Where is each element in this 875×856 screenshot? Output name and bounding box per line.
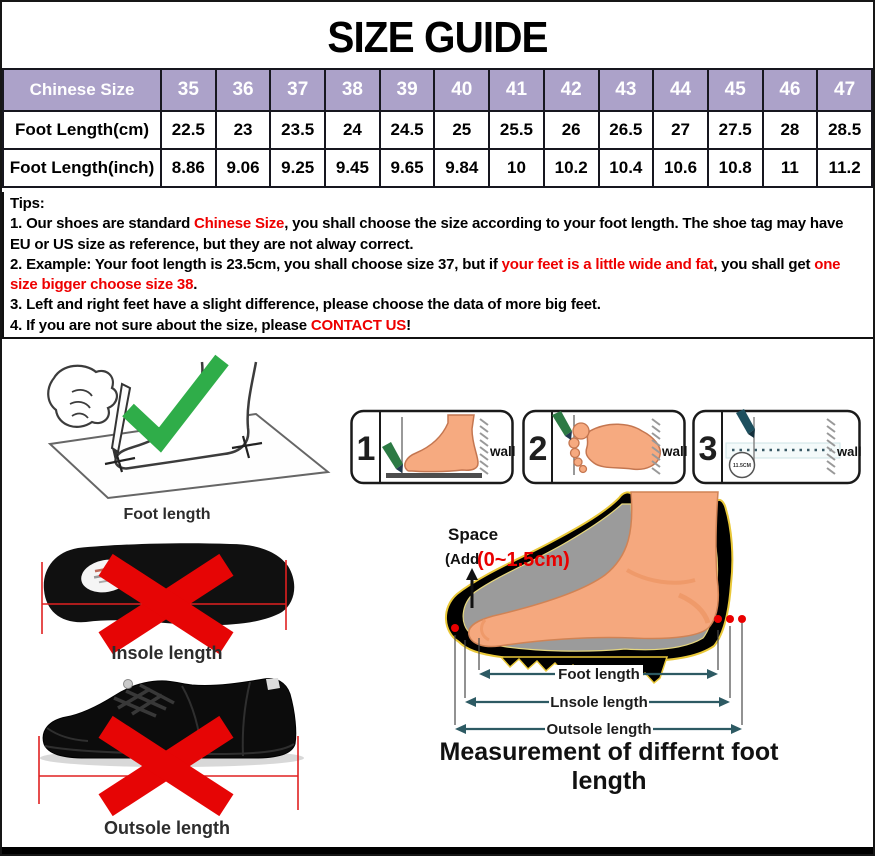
insole-illustration [20,518,320,658]
tip-line [10,316,875,336]
value-cell: 22.5 [161,111,216,149]
tips-lines [10,194,875,336]
panel-1 [352,411,516,483]
foot-length-caption: Foot length [123,506,211,523]
value-cell: 24.5 [380,111,435,149]
measurement-title: Measurement of differnt foot length [439,738,779,795]
lace-lock [124,680,133,689]
tip-line [10,214,875,234]
wall-label: wall [837,444,862,459]
size-header-cell: 38 [325,69,380,111]
value-cell: 10 [489,149,544,187]
insole-length-arrow [465,693,730,711]
tip-highlight-text: Chinese Size [194,215,285,233]
size-header-cell: 35 [161,69,216,111]
value-cell: 25 [434,111,489,149]
ruler-label: 11.5CM [733,463,751,469]
shoe-illustration [14,662,324,818]
panel-3 [694,409,862,483]
panel-number: 3 [698,430,718,468]
table-row [3,149,872,187]
tip-text: , you shall choose the size according to your foot length. The shoe tag may have [284,215,844,233]
size-header-cell: 43 [599,69,654,111]
row-label-cell: Foot Length(cm) [3,111,161,149]
size-table-body [3,111,872,187]
value-cell: 10.4 [599,149,654,187]
add-range-label: (0~1.5cm) [477,549,570,571]
value-cell: 28 [763,111,818,149]
wall-label: wall [490,444,516,459]
foot-tracing-illustration [10,348,340,508]
shoe-silhouette [43,679,296,758]
size-header-cell: 42 [544,69,599,111]
tip-highlight-text: your feet is a little wide and fat [501,255,714,273]
value-cell: 28.5 [817,111,872,149]
tip-text: 3. Left and right feet have a slight difference, please choose the data of more big feet. [10,296,601,314]
svg-text:Foot length: Foot length [558,666,640,683]
value-cell: 9.45 [325,149,380,187]
tip-line [10,235,875,255]
value-cell: 10.2 [544,149,599,187]
panel-2 [524,411,688,483]
tip-text: , you shall get [713,255,815,273]
tip-highlight-text: one [814,255,841,273]
value-cell: 11.2 [817,149,872,187]
table-header-row [3,69,872,111]
tip-highlight-text: size bigger choose size 38 [10,276,194,294]
size-header-cell: 40 [434,69,489,111]
add-label: (Add [445,551,480,568]
row-label-cell: Foot Length(inch) [3,149,161,187]
value-cell: 27.5 [708,111,763,149]
outsole-length-caption: Outsole length [104,818,230,838]
ground-bar [386,473,482,478]
space-label: Space [448,525,499,544]
insole-length-caption: Insole length [111,643,223,663]
value-cell: 9.06 [216,149,271,187]
wall-label: wall [662,444,688,459]
tip-text: 4. If you are not sure about the size, please [10,316,311,334]
tip-text: ! [406,316,411,334]
size-header-cell: 45 [708,69,763,111]
panel-number: 1 [356,430,376,468]
foot-measurement-diagram [427,480,875,742]
value-cell: 8.86 [161,149,216,187]
tip-text: Tips: [10,195,45,212]
value-cell: 11 [763,149,818,187]
size-header-cell: 36 [216,69,271,111]
value-cell: 23 [216,111,271,149]
header-label-cell: Chinese Size [3,69,161,111]
measure-step-panels [346,407,870,489]
value-cell: 10.6 [653,149,708,187]
tip-line [10,275,875,295]
value-cell: 25.5 [489,111,544,149]
page-title: SIZE GUIDE [327,13,548,62]
svg-text:Lnsole length: Lnsole length [550,694,648,711]
value-cell: 27 [653,111,708,149]
size-header-cell: 44 [653,69,708,111]
value-cell: 23.5 [270,111,325,149]
hand-drawing [48,366,117,427]
value-cell: 24 [325,111,380,149]
size-table [2,68,873,188]
tip-text: 1. Our shoes are standard [10,215,195,233]
outsole-length-arrow [455,720,742,738]
tip-text: . [193,276,198,294]
size-header-cell: 46 [763,69,818,111]
size-header-cell: 39 [380,69,435,111]
tip-line [10,194,875,214]
tip-text: 2. Example: Your foot length is 23.5cm, you shall choose size 37, but if [10,255,502,273]
tip-text: EU or US size as reference, but they are not alway correct. [10,235,414,253]
size-header-cell: 41 [489,69,544,111]
value-cell: 9.25 [270,149,325,187]
size-table-head [3,69,872,111]
foot-length-arrow [479,665,718,683]
value-cell: 10.8 [708,149,763,187]
heel-tab [266,678,280,690]
table-row [3,111,872,149]
tip-highlight-text: CONTACT US [310,316,407,334]
tip-line [10,295,875,315]
svg-text:Outsole length: Outsole length [546,721,652,738]
value-cell: 26.5 [599,111,654,149]
size-header-cell: 47 [817,69,872,111]
size-header-cell: 37 [270,69,325,111]
tips-section [2,192,875,339]
value-cell: 9.84 [434,149,489,187]
value-cell: 9.65 [380,149,435,187]
tip-line [10,255,875,275]
bottom-border-bar [2,847,873,854]
panel-number: 2 [528,430,548,468]
value-cell: 26 [544,111,599,149]
